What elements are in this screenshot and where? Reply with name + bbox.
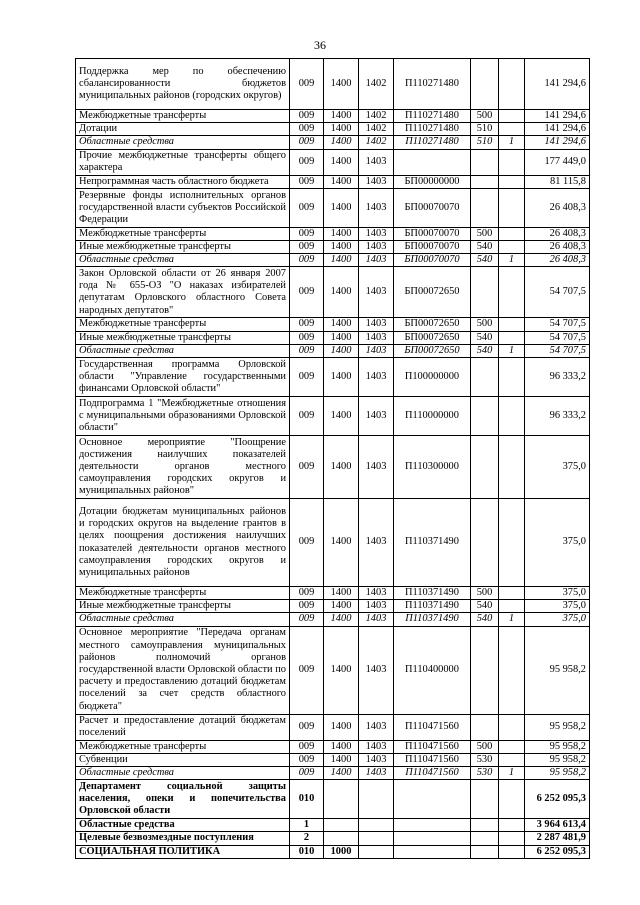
row-target-code: П110471560 (394, 753, 471, 766)
row-section-code: 1400 (324, 267, 359, 318)
row-ved-code: 1 (290, 819, 324, 832)
row-expense-type: 500 (471, 318, 499, 331)
row-source-code (499, 753, 525, 766)
row-amount: 54 707,5 (525, 318, 590, 331)
table-row (76, 845, 590, 858)
row-source-code (499, 740, 525, 753)
table-row (76, 241, 590, 254)
row-ved-code: 009 (290, 397, 324, 436)
row-subsection-code: 1403 (359, 767, 394, 780)
row-source-code (499, 59, 525, 110)
row-subsection-code: 1403 (359, 318, 394, 331)
row-target-code: П110471560 (394, 714, 471, 740)
row-section-code: 1400 (324, 59, 359, 110)
row-expense-type (471, 819, 499, 832)
row-section-code: 1400 (324, 318, 359, 331)
table-row (76, 267, 590, 318)
row-name: Дотации (76, 123, 290, 136)
row-subsection-code: 1403 (359, 254, 394, 267)
row-subsection-code (359, 832, 394, 845)
row-target-code: БП00072650 (394, 267, 471, 318)
table-row (76, 714, 590, 740)
row-source-code: 1 (499, 344, 525, 357)
row-ved-code: 009 (290, 613, 324, 626)
row-name: Межбюджетные трансферты (76, 227, 290, 240)
row-target-code: П110471560 (394, 740, 471, 753)
row-expense-type (471, 780, 499, 819)
row-source-code (499, 845, 525, 858)
row-amount: 95 958,2 (525, 626, 590, 714)
row-target-code (394, 819, 471, 832)
row-source-code (499, 331, 525, 344)
row-section-code: 1400 (324, 241, 359, 254)
table-row (76, 613, 590, 626)
row-target-code: П100000000 (394, 358, 471, 397)
row-amount: 177 449,0 (525, 149, 590, 175)
table-row (76, 780, 590, 819)
row-expense-type: 500 (471, 587, 499, 600)
row-amount: 26 408,3 (525, 254, 590, 267)
row-expense-type (471, 499, 499, 587)
row-subsection-code: 1403 (359, 740, 394, 753)
row-name: Основное мероприятие "Передача органам местного самоуправления муниципальных районов полномочий органов государственной власти Орловской области по расчету и предоставлению дотаций бюджетам поселений за счет средств областного бюджета" (76, 626, 290, 714)
row-source-code (499, 123, 525, 136)
table-row (76, 59, 590, 110)
row-subsection-code (359, 780, 394, 819)
row-target-code: БП00070070 (394, 241, 471, 254)
row-subsection-code: 1403 (359, 613, 394, 626)
table-row (76, 123, 590, 136)
table-row (76, 254, 590, 267)
row-name: Областные средства (76, 344, 290, 357)
row-ved-code: 009 (290, 254, 324, 267)
row-expense-type (471, 188, 499, 227)
page-number: 36 (314, 38, 326, 52)
row-subsection-code: 1403 (359, 358, 394, 397)
row-ved-code: 009 (290, 499, 324, 587)
row-section-code (324, 832, 359, 845)
row-source-code (499, 227, 525, 240)
row-amount: 26 408,3 (525, 188, 590, 227)
row-section-code: 1400 (324, 227, 359, 240)
table-row (76, 819, 590, 832)
row-target-code (394, 832, 471, 845)
row-name: Департамент социальной защиты населения, опеки и попечительства Орловской области (76, 780, 290, 819)
row-ved-code: 009 (290, 753, 324, 766)
row-subsection-code: 1403 (359, 714, 394, 740)
row-name: Областные средства (76, 767, 290, 780)
row-source-code (499, 626, 525, 714)
row-amount: 375,0 (525, 499, 590, 587)
row-ved-code: 009 (290, 59, 324, 110)
row-target-code: П110471560 (394, 767, 471, 780)
row-section-code: 1400 (324, 626, 359, 714)
row-amount: 375,0 (525, 600, 590, 613)
row-subsection-code: 1403 (359, 436, 394, 499)
row-target-code: П110400000 (394, 626, 471, 714)
row-expense-type: 540 (471, 241, 499, 254)
row-source-code (499, 714, 525, 740)
row-expense-type: 540 (471, 254, 499, 267)
row-name: Прочие межбюджетные трансферты общего характера (76, 149, 290, 175)
row-amount: 81 115,8 (525, 175, 590, 188)
row-section-code: 1400 (324, 499, 359, 587)
row-name: Межбюджетные трансферты (76, 587, 290, 600)
row-amount: 375,0 (525, 587, 590, 600)
row-amount: 2 287 481,9 (525, 832, 590, 845)
row-expense-type (471, 832, 499, 845)
row-subsection-code: 1403 (359, 175, 394, 188)
row-amount: 95 958,2 (525, 740, 590, 753)
row-amount: 141 294,6 (525, 59, 590, 110)
row-source-code (499, 780, 525, 819)
row-amount: 141 294,6 (525, 110, 590, 123)
row-name: Иные межбюджетные трансферты (76, 331, 290, 344)
row-target-code: П110371490 (394, 600, 471, 613)
row-ved-code: 010 (290, 845, 324, 858)
row-name: Закон Орловской области от 26 января 2007 года № 655-ОЗ "О наказах избирателей депутатам Орловского областного Совета народных депутатов" (76, 267, 290, 318)
row-subsection-code: 1402 (359, 123, 394, 136)
row-target-code (394, 149, 471, 175)
row-amount: 96 333,2 (525, 397, 590, 436)
row-subsection-code: 1403 (359, 499, 394, 587)
row-source-code (499, 499, 525, 587)
row-name: Основное мероприятие "Поощрение достижения наилучших показателей деятельности органов местного самоуправления городских округов и муниципальных районов" (76, 436, 290, 499)
row-section-code: 1400 (324, 331, 359, 344)
row-amount: 54 707,5 (525, 344, 590, 357)
row-section-code (324, 819, 359, 832)
table-row (76, 740, 590, 753)
row-name: Целевые безвозмездные поступления (76, 832, 290, 845)
table-row (76, 110, 590, 123)
row-target-code (394, 845, 471, 858)
row-section-code: 1400 (324, 175, 359, 188)
row-ved-code: 009 (290, 123, 324, 136)
row-name: Субвенции (76, 753, 290, 766)
row-amount: 375,0 (525, 436, 590, 499)
row-subsection-code: 1403 (359, 149, 394, 175)
row-section-code: 1400 (324, 358, 359, 397)
table-row (76, 227, 590, 240)
table-row (76, 149, 590, 175)
row-name: Поддержка мер по обеспечению сбалансированности бюджетов муниципальных районов (городских округов) (76, 59, 290, 110)
row-amount: 26 408,3 (525, 227, 590, 240)
table-row (76, 626, 590, 714)
row-source-code (499, 318, 525, 331)
row-target-code: П110371490 (394, 499, 471, 587)
row-section-code: 1400 (324, 136, 359, 149)
row-ved-code: 009 (290, 149, 324, 175)
row-amount: 375,0 (525, 613, 590, 626)
row-target-code: П110000000 (394, 397, 471, 436)
row-section-code: 1400 (324, 714, 359, 740)
row-target-code: БП00000000 (394, 175, 471, 188)
row-amount: 54 707,5 (525, 331, 590, 344)
row-subsection-code: 1403 (359, 600, 394, 613)
row-expense-type (471, 436, 499, 499)
row-amount: 95 958,2 (525, 714, 590, 740)
row-ved-code: 009 (290, 767, 324, 780)
table-row (76, 136, 590, 149)
row-expense-type (471, 59, 499, 110)
row-expense-type: 530 (471, 753, 499, 766)
row-expense-type (471, 267, 499, 318)
row-target-code: БП00070070 (394, 254, 471, 267)
row-source-code (499, 110, 525, 123)
table-row (76, 331, 590, 344)
table-row (76, 175, 590, 188)
table-row (76, 318, 590, 331)
row-expense-type: 500 (471, 740, 499, 753)
row-section-code: 1400 (324, 254, 359, 267)
row-name: Непрограммная часть областного бюджета (76, 175, 290, 188)
row-source-code (499, 188, 525, 227)
row-amount: 96 333,2 (525, 358, 590, 397)
table-row (76, 499, 590, 587)
row-source-code (499, 267, 525, 318)
row-amount: 6 252 095,3 (525, 845, 590, 858)
row-ved-code: 009 (290, 436, 324, 499)
row-expense-type: 510 (471, 136, 499, 149)
row-target-code: П110271480 (394, 59, 471, 110)
row-source-code (499, 397, 525, 436)
row-ved-code: 009 (290, 358, 324, 397)
row-ved-code: 009 (290, 626, 324, 714)
row-section-code: 1400 (324, 436, 359, 499)
row-amount: 26 408,3 (525, 241, 590, 254)
table-row (76, 358, 590, 397)
row-subsection-code (359, 845, 394, 858)
row-expense-type: 500 (471, 227, 499, 240)
row-name: Иные межбюджетные трансферты (76, 600, 290, 613)
row-expense-type (471, 845, 499, 858)
row-source-code: 1 (499, 613, 525, 626)
row-section-code: 1000 (324, 845, 359, 858)
row-amount: 141 294,6 (525, 136, 590, 149)
row-target-code: БП00070070 (394, 188, 471, 227)
row-source-code (499, 600, 525, 613)
row-name: Областные средства (76, 254, 290, 267)
table-row (76, 600, 590, 613)
row-expense-type: 500 (471, 110, 499, 123)
row-ved-code: 009 (290, 331, 324, 344)
row-section-code: 1400 (324, 188, 359, 227)
row-name: Расчет и предоставление дотаций бюджетам поселений (76, 714, 290, 740)
row-ved-code: 009 (290, 188, 324, 227)
row-name: Областные средства (76, 613, 290, 626)
row-section-code: 1400 (324, 110, 359, 123)
row-source-code: 1 (499, 767, 525, 780)
row-name: СОЦИАЛЬНАЯ ПОЛИТИКА (76, 845, 290, 858)
row-subsection-code: 1403 (359, 227, 394, 240)
row-amount: 141 294,6 (525, 123, 590, 136)
row-expense-type (471, 714, 499, 740)
row-subsection-code: 1402 (359, 110, 394, 123)
row-name: Иные межбюджетные трансферты (76, 241, 290, 254)
row-name: Резервные фонды исполнительных органов государственной власти субъектов Российской Федерации (76, 188, 290, 227)
row-expense-type: 530 (471, 767, 499, 780)
row-source-code (499, 358, 525, 397)
row-subsection-code: 1403 (359, 188, 394, 227)
row-expense-type (471, 358, 499, 397)
row-subsection-code: 1403 (359, 331, 394, 344)
row-source-code (499, 149, 525, 175)
row-expense-type: 540 (471, 613, 499, 626)
row-target-code: П110371490 (394, 613, 471, 626)
row-expense-type (471, 626, 499, 714)
row-target-code: БП00070070 (394, 227, 471, 240)
row-ved-code: 009 (290, 318, 324, 331)
row-ved-code: 009 (290, 110, 324, 123)
row-section-code: 1400 (324, 587, 359, 600)
row-source-code (499, 819, 525, 832)
row-name: Дотации бюджетам муниципальных районов и городских округов на выделение грантов в целях поощрения достижения наилучших показателей деятельности органов местного самоуправления городских округов и муниципальных районов (76, 499, 290, 587)
row-name: Межбюджетные трансферты (76, 110, 290, 123)
row-ved-code: 009 (290, 587, 324, 600)
row-target-code: П110271480 (394, 123, 471, 136)
row-amount: 3 964 613,4 (525, 819, 590, 832)
row-section-code: 1400 (324, 767, 359, 780)
row-name: Областные средства (76, 819, 290, 832)
row-amount: 95 958,2 (525, 753, 590, 766)
row-expense-type: 510 (471, 123, 499, 136)
row-subsection-code (359, 819, 394, 832)
row-section-code: 1400 (324, 740, 359, 753)
row-ved-code: 010 (290, 780, 324, 819)
row-target-code: БП00072650 (394, 318, 471, 331)
row-source-code: 1 (499, 254, 525, 267)
row-section-code: 1400 (324, 613, 359, 626)
row-target-code (394, 780, 471, 819)
row-name: Областные средства (76, 136, 290, 149)
row-target-code: П110271480 (394, 110, 471, 123)
row-ved-code: 2 (290, 832, 324, 845)
row-expense-type: 540 (471, 331, 499, 344)
table-row (76, 397, 590, 436)
row-ved-code: 009 (290, 344, 324, 357)
row-subsection-code: 1403 (359, 344, 394, 357)
row-subsection-code: 1403 (359, 397, 394, 436)
row-ved-code: 009 (290, 740, 324, 753)
row-ved-code: 009 (290, 175, 324, 188)
row-subsection-code: 1402 (359, 136, 394, 149)
row-section-code (324, 780, 359, 819)
table-row (76, 344, 590, 357)
row-target-code: П110271480 (394, 136, 471, 149)
row-source-code (499, 436, 525, 499)
row-target-code: П110300000 (394, 436, 471, 499)
row-subsection-code: 1403 (359, 267, 394, 318)
row-section-code: 1400 (324, 753, 359, 766)
table-row (76, 832, 590, 845)
table-row (76, 188, 590, 227)
row-expense-type: 540 (471, 344, 499, 357)
row-target-code: П110371490 (394, 587, 471, 600)
row-name: Подпрограмма 1 "Межбюджетные отношения с муниципальными образованиями Орловской области" (76, 397, 290, 436)
row-name: Межбюджетные трансферты (76, 318, 290, 331)
row-amount: 6 252 095,3 (525, 780, 590, 819)
row-source-code (499, 587, 525, 600)
table-row (76, 767, 590, 780)
row-section-code: 1400 (324, 149, 359, 175)
row-subsection-code: 1403 (359, 753, 394, 766)
row-amount: 54 707,5 (525, 267, 590, 318)
row-source-code (499, 832, 525, 845)
row-subsection-code: 1402 (359, 59, 394, 110)
table-row (76, 436, 590, 499)
row-target-code: БП00072650 (394, 344, 471, 357)
row-name: Государственная программа Орловской области "Управление государственными финансами Орловской области" (76, 358, 290, 397)
row-amount: 95 958,2 (525, 767, 590, 780)
row-source-code (499, 175, 525, 188)
row-name: Межбюджетные трансферты (76, 740, 290, 753)
row-section-code: 1400 (324, 397, 359, 436)
row-ved-code: 009 (290, 136, 324, 149)
row-section-code: 1400 (324, 600, 359, 613)
budget-table (75, 58, 590, 859)
row-expense-type (471, 149, 499, 175)
row-ved-code: 009 (290, 714, 324, 740)
row-section-code: 1400 (324, 123, 359, 136)
row-source-code: 1 (499, 136, 525, 149)
row-ved-code: 009 (290, 241, 324, 254)
row-ved-code: 009 (290, 227, 324, 240)
row-expense-type: 540 (471, 600, 499, 613)
row-subsection-code: 1403 (359, 241, 394, 254)
table-row (76, 587, 590, 600)
row-subsection-code: 1403 (359, 587, 394, 600)
row-section-code: 1400 (324, 344, 359, 357)
row-expense-type (471, 175, 499, 188)
row-ved-code: 009 (290, 600, 324, 613)
table-row (76, 753, 590, 766)
row-subsection-code: 1403 (359, 626, 394, 714)
row-source-code (499, 241, 525, 254)
row-ved-code: 009 (290, 267, 324, 318)
row-expense-type (471, 397, 499, 436)
row-target-code: БП00072650 (394, 331, 471, 344)
budget-table-body (76, 59, 590, 859)
